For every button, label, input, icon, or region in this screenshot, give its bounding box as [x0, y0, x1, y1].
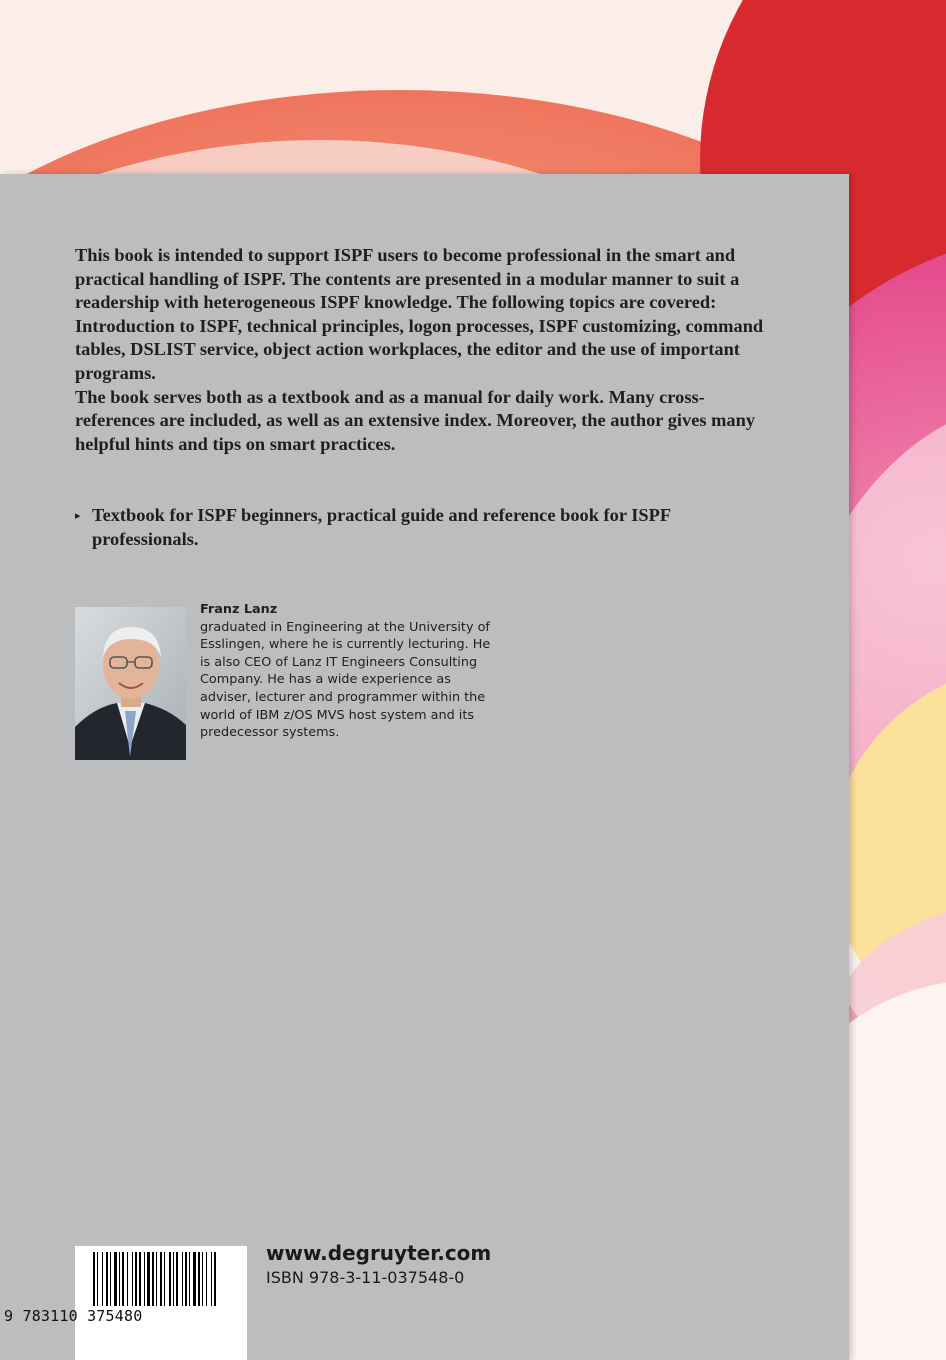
author-bio: graduated in Engineering at the University of Esslingen, where he is currently lecturing. He is also CEO of Lanz IT Engineers Consulting Company. He has a wide experience as adviser, lecturer and programmer within the world of IBM z/OS MVS host system and its predecessor systems.	[200, 619, 491, 741]
barcode-digits: 9 783110 375480	[4, 1307, 143, 1325]
isbn-number: ISBN 978-3-11-037548-0	[266, 1268, 465, 1287]
barcode-icon	[75, 1246, 247, 1360]
book-description	[75, 244, 775, 456]
author-portrait-icon	[75, 607, 186, 760]
highlight-item	[75, 504, 775, 551]
triangle-bullet-icon: ▸	[75, 510, 81, 522]
isbn-barcode	[75, 1246, 247, 1360]
author-photo	[75, 607, 186, 760]
description-paragraph-2: The book serves both as a textbook and as a manual for daily work. Many cross-references are included, as well as an extensive index. Moreover, the author gives many helpful hints and tips on smart practices.	[75, 386, 756, 454]
author-name: Franz Lanz	[200, 602, 278, 617]
author-info	[200, 601, 500, 742]
publisher-website[interactable]: www.degruyter.com	[266, 1241, 492, 1265]
highlight-text: Textbook for ISPF beginners, practical guide and reference book for ISPF professionals.	[92, 505, 671, 549]
description-paragraph-1: This book is intended to support ISPF users to become professional in the smart and practical handling of ISPF. The contents are presented in a modular manner to suit a readership with heterogeneous ISPF knowledge. The following topics are covered: Introduction to ISPF, technical principles, logon processes, ISPF customizing, command tables, DSLIST service, object action workplaces, the editor and the use of important programs.	[75, 245, 764, 383]
